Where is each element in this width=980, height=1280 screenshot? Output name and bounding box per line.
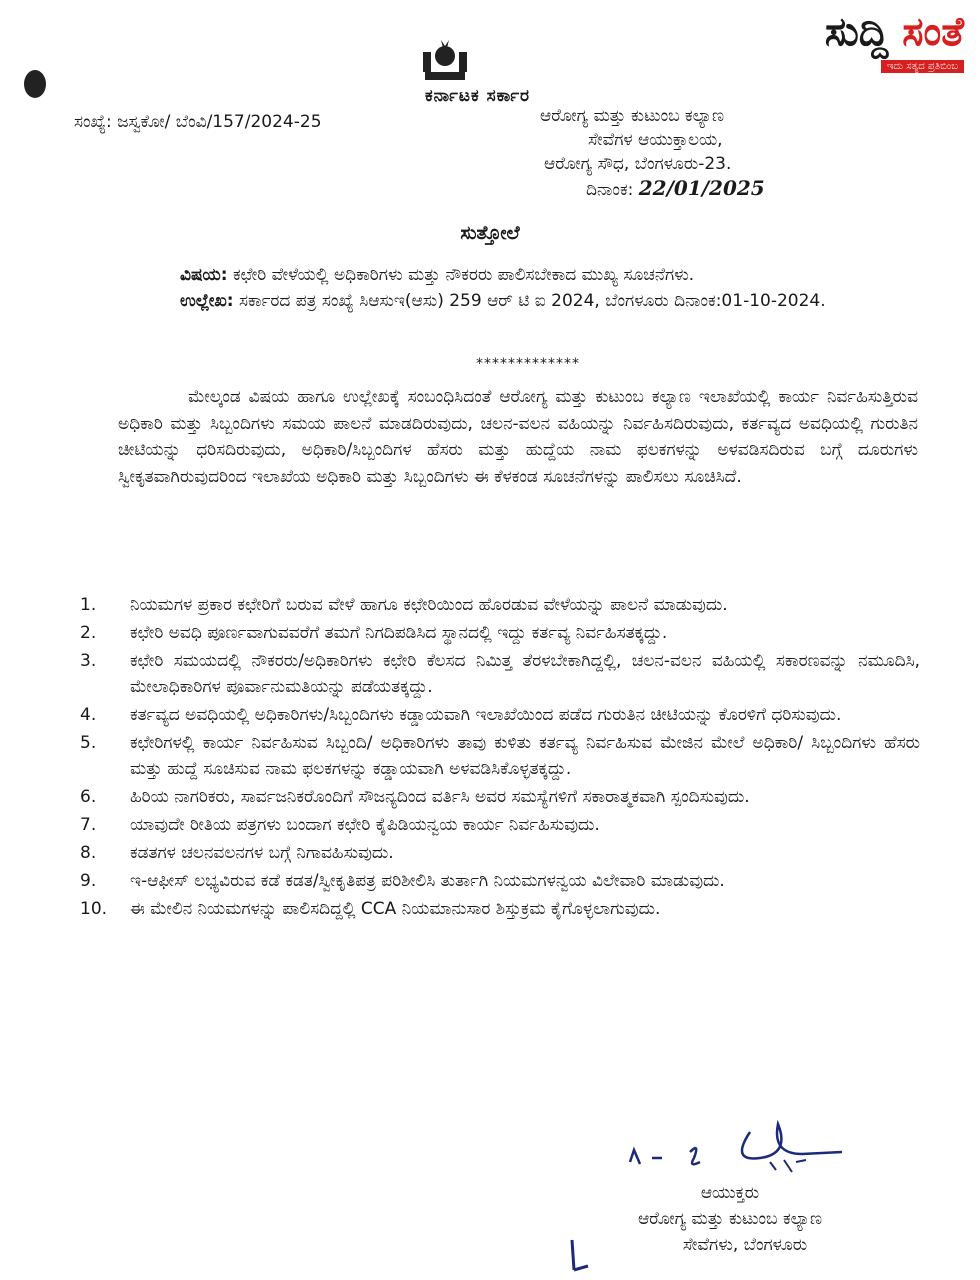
item-text: ಯಾವುದೇ ರೀತಿಯ ಪತ್ರಗಳು ಬಂದಾಗ ಕಛೇರಿ ಕೈಪಿಡಿಯನ್ವಯ ಕಾರ್ಯ ನಿರ್ವಹಿಸುವುದು. xyxy=(130,815,600,835)
item-number: 1. xyxy=(80,595,97,615)
logo-main-red: ಸಂತೆ xyxy=(902,9,964,55)
item-number: 9. xyxy=(80,871,97,891)
office-address xyxy=(540,104,765,202)
item-text: ಇ-ಆಫೀಸ್ ಲಭ್ಯವಿರುವ ಕಡೆ ಕಡತ/ಸ್ವೀಕೃತಿಪತ್ರ ಪರಿಶೀಲಿಸಿ ತುರ್ತಾಗಿ ನಿಯಮಗಳನ್ವಯ ವಿಲೇವಾರಿ ಮಾಡುವುದು. xyxy=(130,871,725,891)
reference-label: ಉಲ್ಲೇಖ: xyxy=(180,291,234,311)
item-number: 5. xyxy=(80,733,97,753)
list-item xyxy=(80,648,920,700)
list-item xyxy=(80,896,920,922)
list-item xyxy=(80,702,920,728)
reference-number: ಸಂಖ್ಯೆ: ಜಸ್ವಕೋ/ ಬೆಂವಿ/157/2024-25 xyxy=(74,112,322,132)
list-item xyxy=(80,812,920,838)
punch-hole xyxy=(24,70,46,98)
item-text: ನಿಯಮಗಳ ಪ್ರಕಾರ ಕಛೇರಿಗೆ ಬರುವ ವೇಳೆ ಹಾಗೂ ಕಛೇರಿಯಿಂದ ಹೊರಡುವ ವೇಳೆಯನ್ನು ಪಾಲನೆ ಮಾಡುವುದು. xyxy=(130,595,728,615)
logo-tagline: ಇದು ಸತ್ಯದ ಪ್ರತಿಬಿಂಬ xyxy=(881,60,964,73)
item-text: ಕಛೇರಿಗಳಲ್ಲಿ ಕಾರ್ಯ ನಿರ್ವಹಿಸುವ ಸಿಬ್ಬಂದಿ/ ಅಧಿಕಾರಿಗಳು ತಾವು ಕುಳಿತು ಕರ್ತವ್ಯ ನಿರ್ವಹಿಸುವ ಮೇಜಿನ ಮೇಲೆ ಅಧಿಕಾರಿ/ ಸಿಬ್ಬಂದಿಗಳು ಹೆಸರು ಮತ್ತು ಹುದ್ದೆ ಸೂಚಿಸುವ ನಾಮ ಫಲಕಗಳನ್ನು ಕಡ್ಡಾಯವಾಗಿ ಅಳವಡಿಸಿಕೊಳ್ಳತಕ್ಕದ್ದು. xyxy=(130,733,920,779)
reference-text: ಸರ್ಕಾರದ ಪತ್ರ ಸಂಖ್ಯೆ ಸಿಆಸುಇ(ಆಸು) 259 ಆರ್ ಟಿ ಐ 2024, ಬೆಂಗಳೂರು ದಿನಾಂಕ:01-10-2024. xyxy=(238,291,826,311)
item-text: ಕಡತಗಳ ಚಲನವಲನಗಳ ಬಗ್ಗೆ ನಿಗಾವಹಿಸುವುದು. xyxy=(130,843,394,863)
list-item xyxy=(80,784,920,810)
subject-label: ವಿಷಯ: xyxy=(180,265,228,285)
initial-mark xyxy=(566,1236,596,1276)
signature-block xyxy=(560,1180,900,1258)
item-number: 6. xyxy=(80,787,97,807)
item-number: 2. xyxy=(80,623,97,643)
office-line-1: ಆರೋಗ್ಯ ಮತ್ತು ಕುಟುಂಬ ಕಲ್ಯಾಣ xyxy=(540,106,725,126)
logo-main-dark: ಸುದ್ದಿ xyxy=(824,9,889,55)
list-item xyxy=(80,620,920,646)
government-title: ಕರ್ನಾಟಕ ಸರ್ಕಾರ xyxy=(425,86,531,106)
list-item xyxy=(80,868,920,894)
subject-text: ಕಛೇರಿ ವೇಳೆಯಲ್ಲಿ ಅಧಿಕಾರಿಗಳು ಮತ್ತು ನೌಕರರು ಪಾಲಿಸಬೇಕಾದ ಮುಖ್ಯ ಸೂಚನೆಗಳು. xyxy=(232,265,695,285)
site-logo xyxy=(825,10,964,73)
emblem-icon xyxy=(415,38,475,84)
subject-block xyxy=(180,262,880,314)
item-number: 7. xyxy=(80,815,97,835)
list-item xyxy=(80,592,920,618)
date-label: ದಿನಾಂಕ: xyxy=(586,180,634,200)
signature-line-3: ಸೇವೆಗಳು, ಬೆಂಗಳೂರು xyxy=(682,1235,808,1255)
subject-row xyxy=(180,262,880,288)
item-text: ಕರ್ತವ್ಯದ ಅವಧಿಯಲ್ಲಿ ಅಧಿಕಾರಿಗಳು/ಸಿಬ್ಬಂದಿಗಳು ಕಡ್ಡಾಯವಾಗಿ ಇಲಾಖೆಯಿಂದ ಪಡೆದ ಗುರುತಿನ ಚೀಟಿಯನ್ನು ಕೊರಳಿಗೆ ಧರಿಸುವುದು. xyxy=(130,705,842,725)
separator: ************* xyxy=(476,356,580,372)
office-line-3: ಆರೋಗ್ಯ ಸೌಧ, ಬೆಂಗಳೂರು-23. xyxy=(544,154,732,174)
circular-heading: ಸುತ್ತೋಲೆ xyxy=(460,222,520,244)
list-item xyxy=(80,840,920,866)
signature-title: ಆಯುಕ್ತರು xyxy=(700,1183,760,1203)
item-number: 10. xyxy=(80,899,108,919)
body-paragraph: ಮೇಲ್ಕಂಡ ವಿಷಯ ಹಾಗೂ ಉಲ್ಲೇಖಕ್ಕೆ ಸಂಬಂಧಿಸಿದಂತೆ ಆರೋಗ್ಯ ಮತ್ತು ಕುಟುಂಬ ಕಲ್ಯಾಣ ಇಲಾಖೆಯಲ್ಲಿ ಕಾರ್ಯ ನಿರ್ವಹಿಸುತ್ತಿರುವ ಅಧಿಕಾರಿ ಮತ್ತು ಸಿಬ್ಬಂದಿಗಳು ಸಮಯ ಪಾಲನೆ ಮಾಡದಿರುವುದು, ಚಲನ-ವಲನ ವಹಿಯನ್ನು ನಿರ್ವಹಿಸದಿರುವುದು, ಕರ್ತವ್ಯದ ಅವಧಿಯಲ್ಲಿ ಗುರುತಿನ ಚೀಟಿಯನ್ನು ಧರಿಸದಿರುವುದು, ಅಧಿಕಾರಿ/ಸಿಬ್ಬಂದಿಗಳ ಹೆಸರು ಮತ್ತು ಹುದ್ದೆಯ ನಾಮ ಫಲಕಗಳನ್ನು ಅಳವಡಿಸದಿರುವ ಬಗ್ಗೆ ದೂರುಗಳು ಸ್ವೀಕೃತವಾಗಿರುವುದರಿಂದ ಇಲಾಖೆಯ ಅಧಿಕಾರಿ ಮತ್ತು ಸಿಬ್ಬಂದಿಗಳು ಈ ಕೆಳಕಂಡ ಸೂಚನೆಗಳನ್ನು ಪಾಲಿಸಲು ಸೂಚಿಸಿದೆ. xyxy=(118,387,918,487)
item-number: 8. xyxy=(80,843,97,863)
office-line-2: ಸೇವೆಗಳ ಆಯುಕ್ತಾಲಯ, xyxy=(588,130,723,150)
item-text: ಈ ಮೇಲಿನ ನಿಯಮಗಳನ್ನು ಪಾಲಿಸದಿದ್ದಲ್ಲಿ CCA ನಿಯಮಾನುಸಾರ ಶಿಸ್ತುಕ್ರಮ ಕೈಗೊಳ್ಳಲಾಗುವುದು. xyxy=(130,899,661,919)
item-text: ಕಛೇರಿ ಅವಧಿ ಪೂರ್ಣವಾಗುವವರೆಗೆ ತಮಗೆ ನಿಗದಿಪಡಿಸಿದ ಸ್ಥಾನದಲ್ಲಿ ಇದ್ದು ಕರ್ತವ್ಯ ನಿರ್ವಹಿಸತಕ್ಕದ್ದು. xyxy=(130,623,668,643)
date-row xyxy=(540,176,765,202)
signature-line-2: ಆರೋಗ್ಯ ಮತ್ತು ಕುಟುಂಬ ಕಲ್ಯಾಣ xyxy=(637,1209,823,1229)
item-text: ಹಿರಿಯ ನಾಗರಿಕರು, ಸಾರ್ವಜನಿಕರೊಂದಿಗೆ ಸೌಜನ್ಯದಿಂದ ವರ್ತಿಸಿ ಅವರ ಸಮಸ್ಯೆಗಳಿಗೆ ಸಕಾರಾತ್ಮಕವಾಗಿ ಸ್ಪಂದಿಸುವುದು. xyxy=(130,787,750,807)
item-number: 3. xyxy=(80,651,97,671)
date-value: 22/01/2025 xyxy=(638,176,765,200)
list-item xyxy=(80,730,920,782)
item-number: 4. xyxy=(80,705,97,725)
reference-row xyxy=(180,288,880,314)
instruction-list xyxy=(80,592,920,924)
item-text: ಕಛೇರಿ ಸಮಯದಲ್ಲಿ ನೌಕರರು/ಅಧಿಕಾರಿಗಳು ಕಛೇರಿ ಕೆಲಸದ ನಿಮಿತ್ತ ತೆರಳಬೇಕಾಗಿದ್ದಲ್ಲಿ, ಚಲನ-ವಲನ ವಹಿಯಲ್ಲಿ ಸಕಾರಣವನ್ನು ನಮೂದಿಸಿ, ಮೇಲಾಧಿಕಾರಿಗಳ ಪೂರ್ವಾನುಮತಿಯನ್ನು ಪಡೆಯತಕ್ಕದ್ದು. xyxy=(130,651,920,697)
signature-mark xyxy=(600,1112,860,1182)
